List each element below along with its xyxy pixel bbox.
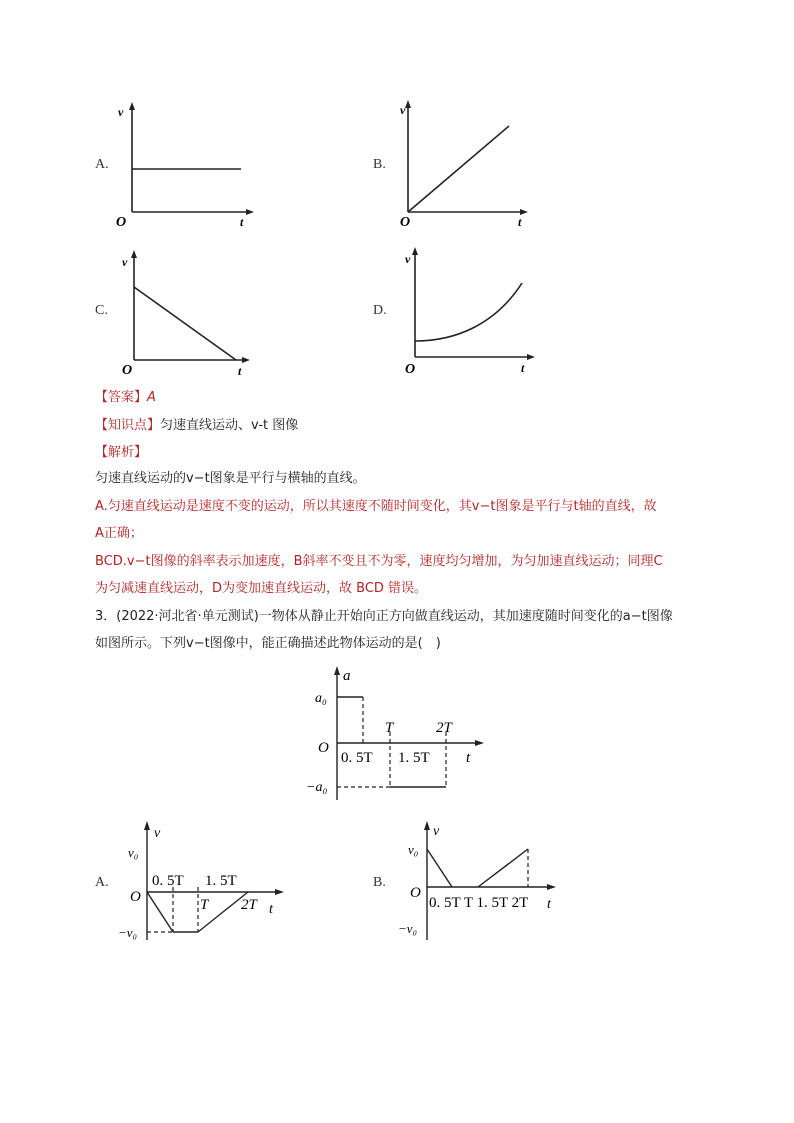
knowledge-tag: 【知识点】 — [95, 418, 161, 433]
va-t-label: t — [269, 902, 273, 917]
at-0.5T-label: 0. 5T — [341, 750, 373, 766]
graph-a-origin: O — [116, 215, 127, 230]
graph-c-origin: O — [122, 363, 133, 378]
graph-c-t: t — [238, 364, 242, 378]
va-0.5T-label: 0. 5T — [152, 873, 184, 889]
at-2T-label: 2T — [436, 720, 452, 736]
graph-a-v: v — [118, 105, 124, 119]
knowledge-value: 匀速直线运动、v-t 图像 — [160, 418, 299, 433]
at-t-label: t — [466, 750, 471, 766]
at-origin: O — [318, 740, 329, 756]
at-a0-label: a₀ — [315, 691, 327, 706]
va-v0-label: v₀ — [128, 845, 139, 860]
question-line-2: 如图所示。下列v−t图像中，能正确描述此物体运动的是( ) — [95, 636, 441, 651]
vb-v-label: v — [433, 824, 440, 839]
analysis-line-4: BCD.v−t图像的斜率表示加速度，B斜率不变且不为零，速度均匀增加，为匀加速直线运动；同理C — [95, 554, 663, 569]
analysis-line-5: 为匀减速直线运动，D为变加速直线运动，故 BCD 错误。 — [95, 581, 428, 596]
va-neg-v0-label: −v₀ — [118, 925, 138, 940]
graph-d-t: t — [521, 361, 525, 375]
graph-c-line — [134, 287, 236, 360]
graph-d-origin: O — [405, 362, 416, 377]
bottom-graph-a — [110, 815, 290, 945]
va-2T-label: 2T — [241, 897, 257, 913]
at-neg-a0-label: −a₀ — [306, 780, 328, 795]
graph-a-t — [300, 660, 500, 810]
bottom-option-b-label: B. — [373, 875, 386, 890]
answer-line — [95, 388, 156, 408]
graph-d-v: v — [405, 252, 411, 266]
bottom-graph-b — [390, 815, 570, 945]
at-1.5T-label: 1. 5T — [398, 750, 430, 766]
graph-b — [390, 98, 540, 230]
graph-c-v: v — [122, 255, 128, 269]
vb-origin: O — [410, 885, 421, 901]
option-b-label: B. — [373, 157, 386, 172]
analysis-line-1: 匀速直线运动的v−t图象是平行与横轴的直线。 — [95, 471, 366, 486]
vb-neg-v0-label: −v₀ — [398, 921, 418, 936]
graph-a-t: t — [240, 215, 244, 229]
question-line-1: 3．(2022·河北省·单元测试)一物体从静止开始向正方向做直线运动，其加速度随时间变化的a−t图像 — [95, 609, 673, 624]
graph-b-v: v — [400, 103, 406, 117]
graph-b-line — [408, 126, 509, 212]
answer-tag: 【答案】 — [95, 390, 148, 405]
option-d-label: D. — [373, 303, 387, 318]
analysis-tag: 【解析】 — [95, 445, 148, 460]
vb-t-label: t — [547, 897, 551, 912]
analysis-line-2: A.匀速直线运动是速度不变的运动，所以其速度不随时间变化，其v−t图象是平行与t轴的直线，故 — [95, 499, 657, 514]
va-T-label: T — [200, 897, 209, 913]
at-a-label: a — [343, 668, 351, 684]
graph-b-origin: O — [400, 215, 411, 230]
option-c-label: C. — [95, 303, 108, 318]
at-T-label: T — [385, 720, 394, 736]
graph-d-curve — [415, 283, 522, 341]
analysis-line-3: A正确； — [95, 526, 143, 541]
graph-a — [110, 100, 260, 230]
va-origin: O — [130, 889, 141, 905]
bottom-option-a-label: A. — [95, 875, 109, 890]
option-a-label: A. — [95, 157, 109, 172]
answer-value: A — [147, 390, 156, 405]
va-v-label: v — [154, 826, 161, 841]
va-1.5T-label: 1. 5T — [205, 873, 237, 889]
knowledge-line — [95, 416, 298, 436]
graph-d — [395, 245, 545, 380]
vb-v0-label: v₀ — [408, 842, 419, 857]
graph-b-t: t — [518, 215, 522, 229]
vb-ticks: 0. 5T T 1. 5T 2T — [429, 895, 529, 911]
graph-c — [110, 248, 260, 380]
